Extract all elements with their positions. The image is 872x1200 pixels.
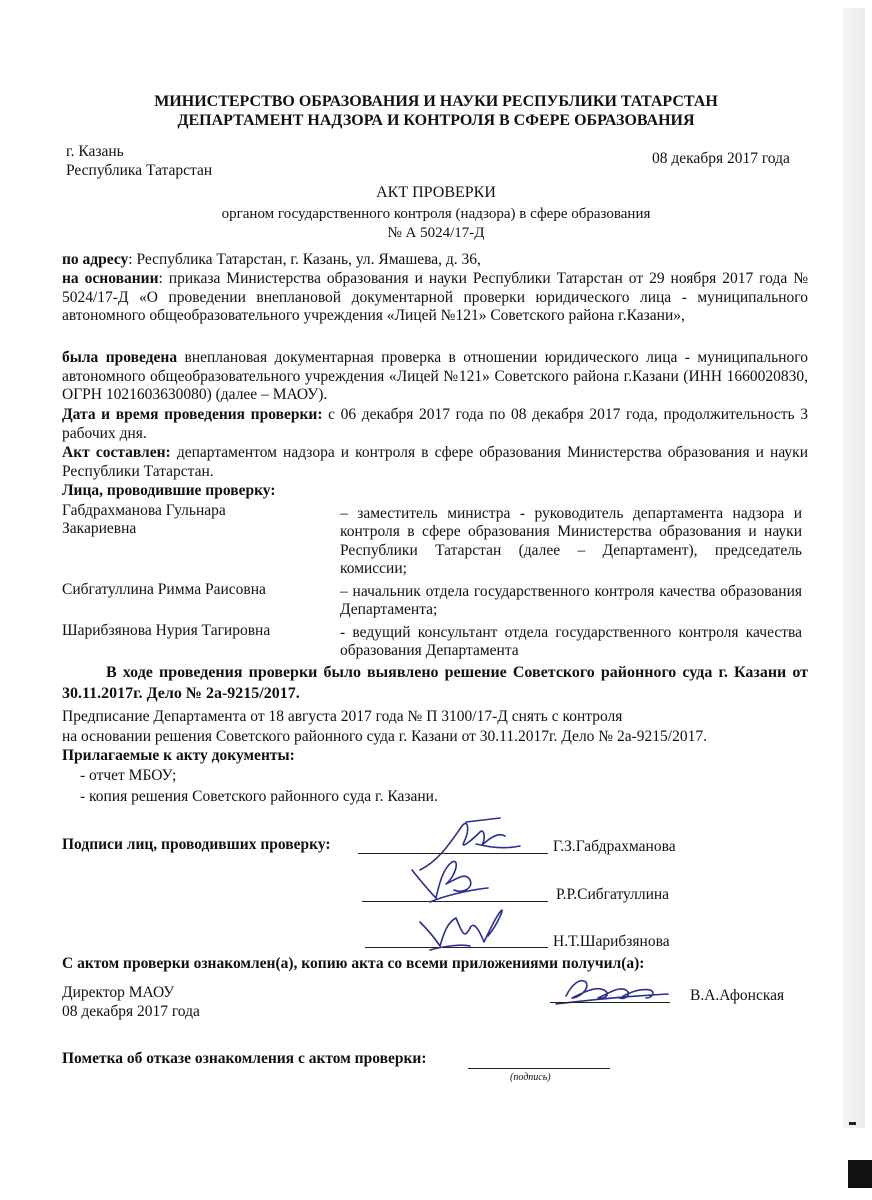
signature-3 [420, 910, 502, 950]
director-signature-line [550, 1002, 670, 1003]
inspector-1-name-2: Закариевна [62, 520, 137, 537]
inspector-1-name: Габдрахманова Гульнара [62, 502, 226, 519]
address-label: по адресу [62, 251, 129, 268]
prescription-line-2: на основании решения Советского районного суда г. Казани от 30.11.2017г. Дело № 2а-9215/2017. [62, 728, 707, 745]
signature-caption: (подпись) [510, 1072, 551, 1083]
signatures-label: Подписи лиц, проводивших проверку: [62, 836, 331, 853]
city: г. Казань [66, 143, 124, 160]
acknowledgement-date: 08 декабря 2017 года [62, 1003, 200, 1020]
department-heading: ДЕПАРТАМЕНТ НАДЗОРА И КОНТРОЛЯ В СФЕРЕ ОБРАЗОВАНИЯ [177, 112, 695, 129]
signatory-3: Н.Т.Шарибзянова [553, 933, 670, 950]
refusal-label: Пометка об отказе ознакомления с актом проверки: [62, 1050, 427, 1067]
acknowledgement-label: С актом проверки ознакомлен(а), копию акта со всеми приложениями получил(а): [62, 955, 645, 972]
inspectors-label: Лица, проводившие проверку: [62, 482, 276, 499]
act-number: № А 5024/17-Д [387, 225, 485, 241]
attachment-2: - копия решения Советского районного суда г. Казани. [80, 788, 438, 805]
signatory-2: Р.Р.Сибгатуллина [556, 886, 670, 903]
act-subtitle: органом государственного контроля (надзора) в сфере образования [221, 206, 651, 222]
finding-paragraph: В ходе проведения проверки было выявлено решение Советского районного суда г. Казани от 30.11.2017г. Дело № 2а-9215/2017. [62, 664, 808, 702]
inspector-3-name: Шарибзянова Нурия Тагировна [62, 622, 271, 639]
act-title: АКТ ПРОВЕРКИ [376, 184, 496, 201]
datetime-text: с 06 декабря 2017 года по 08 декабря 2017 года, продолжительность 3 рабочих дня. [62, 406, 808, 442]
conducted-text: внеплановая документарная проверка в отношении юридического лица - муниципального автономного общеобразовательного учреждения «Лицей №121» Советского района г.Казани (ИНН 1660020830, ОГРН 1021603630080) (далее – МАОУ). [62, 349, 808, 404]
inspector-3-role: - ведущий консультант отдела государственного контроля качества образования Департамента [340, 624, 802, 660]
refusal-signature-line [468, 1068, 610, 1069]
prescription-line-1: Предписание Департамента от 18 августа 2017 года № П 3100/17-Д снять с контроля [62, 708, 623, 725]
document-date: 08 декабря 2017 года [652, 150, 790, 167]
datetime-label: Дата и время проведения проверки: [62, 406, 323, 423]
basis-text: : приказа Министерства образования и науки Республики Татарстан от 29 ноября 2017 года № 5024/17-Д «О проведении внеплановой документарной проверки юридического лица - муниципального автономного общеобразовательного учреждения «Лицей №121» Советского района г.Казани», [62, 270, 808, 325]
inspector-1-role: – заместитель министра - руководитель департамента надзора и контроля в сфере образования Министерства образования и науки Республики Татарстан (далее – Департамент), председатель комиссии; [340, 505, 802, 577]
attachment-1: - отчет МБОУ; [80, 767, 177, 784]
signature-4 [556, 981, 668, 1004]
basis-label: на основании [62, 270, 159, 287]
compiled-text: департаментом надзора и контроля в сфере образования Министерства образования и науки Республики Татарстан. [62, 444, 808, 480]
address-text: : Республика Татарстан, г. Казань, ул. Ямашева, д. 36, [128, 251, 481, 268]
conducted-label: была проведена [62, 349, 178, 366]
inspector-2-role: – начальник отдела государственного контроля качества образования Департамента; [340, 583, 802, 619]
region: Республика Татарстан [66, 162, 213, 179]
ministry-heading: МИНИСТЕРСТВО ОБРАЗОВАНИЯ И НАУКИ РЕСПУБЛИКИ ТАТАРСТАН [154, 93, 718, 110]
compiled-label: Акт составлен: [62, 444, 171, 461]
attachments-label: Прилагаемые к акту документы: [62, 747, 295, 764]
signature-1 [420, 818, 520, 870]
signatory-1: Г.З.Габдрахманова [553, 838, 676, 855]
inspector-2-name: Сибгатуллина Римма Раисовна [62, 581, 266, 598]
director-name: В.А.Афонская [690, 987, 785, 1004]
director-position: Директор МАОУ [62, 984, 175, 1001]
